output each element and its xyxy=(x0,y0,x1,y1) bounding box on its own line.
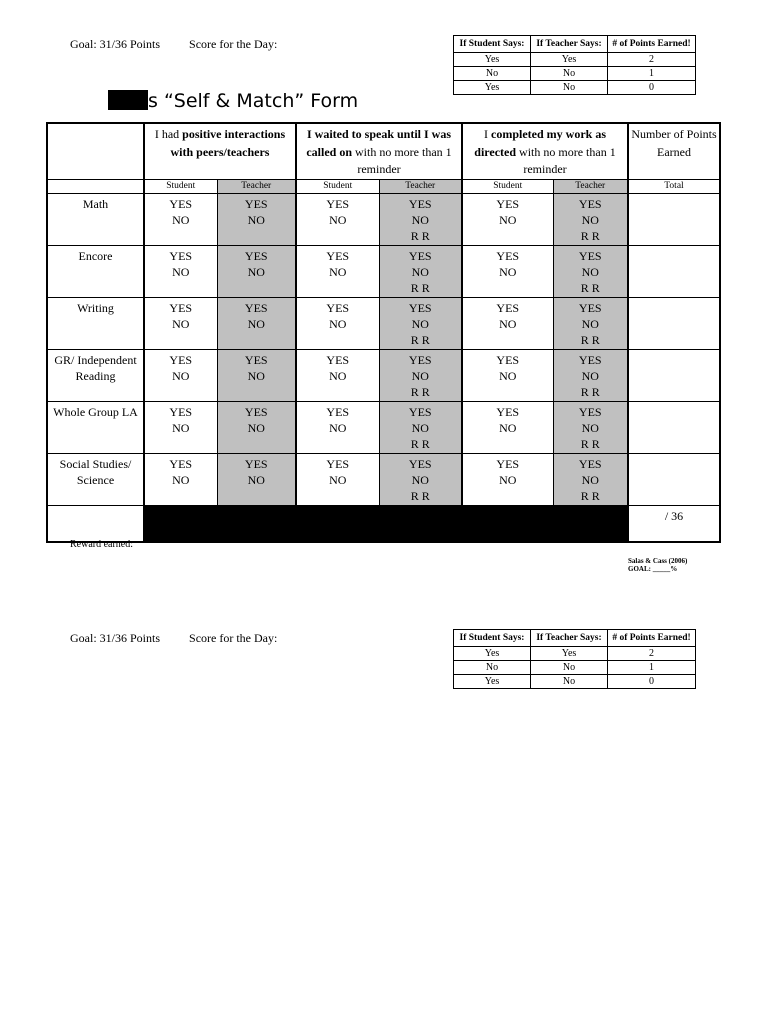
teacher-response-cell[interactable]: YES NO xyxy=(217,453,296,505)
subheader-blank xyxy=(47,179,144,193)
rules-cell: 2 xyxy=(608,53,696,67)
subject-label: Social Studies/ Science xyxy=(47,453,144,505)
header-positive-interactions: I had positive interactions with peers/teachers xyxy=(144,123,296,179)
subheader-teacher: Teacher xyxy=(553,179,628,193)
rules-cell: Yes xyxy=(454,675,531,689)
teacher-response-cell[interactable]: YES NO xyxy=(217,193,296,245)
student-response-cell[interactable]: YES NO xyxy=(462,245,553,297)
subject-row xyxy=(47,401,720,453)
header-blank-cell xyxy=(47,123,144,179)
subheader-total: Total xyxy=(628,179,720,193)
rules-cell: No xyxy=(531,67,608,81)
rules-cell: 1 xyxy=(608,67,696,81)
teacher-response-cell[interactable]: YES NO R R xyxy=(553,453,628,505)
rules-cell: Yes xyxy=(454,81,531,95)
student-response-cell[interactable]: YES NO xyxy=(144,453,217,505)
rules-cell: Yes xyxy=(531,647,608,661)
subject-label: Whole Group LA xyxy=(47,401,144,453)
goal-text: Goal: 31/36 Points xyxy=(70,631,161,645)
total-out-of-36[interactable]: / 36 xyxy=(628,505,720,542)
score-for-day-label: Score for the Day: xyxy=(189,631,278,645)
rules-cell: No xyxy=(531,661,608,675)
reward-earned-label: Reward earned: xyxy=(70,539,134,550)
student-response-cell[interactable]: YES NO xyxy=(462,453,553,505)
student-response-cell[interactable]: YES NO xyxy=(462,193,553,245)
student-response-cell[interactable]: YES NO xyxy=(296,401,379,453)
teacher-response-cell[interactable]: YES NO R R xyxy=(379,453,462,505)
teacher-response-cell[interactable]: YES NO R R xyxy=(553,401,628,453)
teacher-response-cell[interactable]: YES NO R R xyxy=(379,193,462,245)
teacher-response-cell[interactable]: YES NO R R xyxy=(553,245,628,297)
student-response-cell[interactable]: YES NO xyxy=(462,349,553,401)
student-response-cell[interactable]: YES NO xyxy=(296,245,379,297)
goal-line xyxy=(70,37,303,52)
rules-header-student: If Student Says: xyxy=(454,630,531,647)
teacher-response-cell[interactable]: YES NO xyxy=(217,349,296,401)
header-completed-work: I completed my work as directed with no more than 1 reminder xyxy=(462,123,628,179)
points-total-cell[interactable] xyxy=(628,401,720,453)
rules-cell: No xyxy=(531,675,608,689)
form-title xyxy=(108,90,358,112)
teacher-response-cell[interactable]: YES NO R R xyxy=(553,349,628,401)
points-total-cell[interactable] xyxy=(628,245,720,297)
total-row-blank xyxy=(47,505,144,542)
subheader-teacher: Teacher xyxy=(379,179,462,193)
rules-header-points: # of Points Earned! xyxy=(608,36,696,53)
teacher-response-cell[interactable]: YES NO xyxy=(217,401,296,453)
teacher-response-cell[interactable]: YES NO R R xyxy=(379,245,462,297)
total-row-blackout xyxy=(144,505,628,542)
rules-cell: 2 xyxy=(608,647,696,661)
redacted-name xyxy=(108,90,148,110)
student-response-cell[interactable]: YES NO xyxy=(296,297,379,349)
teacher-response-cell[interactable]: YES NO R R xyxy=(379,401,462,453)
score-for-day-label: Score for the Day: xyxy=(189,37,278,51)
subheader-teacher: Teacher xyxy=(217,179,296,193)
teacher-response-cell[interactable]: YES NO R R xyxy=(379,297,462,349)
subject-row xyxy=(47,245,720,297)
rules-cell: 0 xyxy=(608,81,696,95)
teacher-response-cell[interactable]: YES NO xyxy=(217,245,296,297)
form-title-text: s “Self & Match” Form xyxy=(148,90,359,112)
student-response-cell[interactable]: YES NO xyxy=(144,245,217,297)
student-response-cell[interactable]: YES NO xyxy=(462,297,553,349)
points-total-cell[interactable] xyxy=(628,349,720,401)
self-match-form-table xyxy=(46,122,721,543)
subject-row xyxy=(47,349,720,401)
subject-row xyxy=(47,193,720,245)
student-response-cell[interactable]: YES NO xyxy=(296,453,379,505)
rules-cell: 0 xyxy=(608,675,696,689)
subject-row xyxy=(47,453,720,505)
student-response-cell[interactable]: YES NO xyxy=(462,401,553,453)
teacher-response-cell[interactable]: YES NO R R xyxy=(553,193,628,245)
citation xyxy=(628,557,687,573)
citation-source: Salas & Cass (2006) xyxy=(628,557,688,565)
citation-goal: GOAL: _____% xyxy=(628,565,678,573)
subject-label: Math xyxy=(47,193,144,245)
subheader-student: Student xyxy=(144,179,217,193)
student-response-cell[interactable]: YES NO xyxy=(144,349,217,401)
rules-cell: No xyxy=(454,661,531,675)
points-rules-table-2 xyxy=(453,629,696,689)
rules-cell: No xyxy=(454,67,531,81)
student-response-cell[interactable]: YES NO xyxy=(144,297,217,349)
points-total-cell[interactable] xyxy=(628,193,720,245)
subject-label: Encore xyxy=(47,245,144,297)
subject-label: GR/ Independent Reading xyxy=(47,349,144,401)
rules-cell: 1 xyxy=(608,661,696,675)
student-response-cell[interactable]: YES NO xyxy=(296,349,379,401)
points-rules-table xyxy=(453,35,696,95)
header-waited-to-speak: I waited to speak until I was called on with no more than 1 reminder xyxy=(296,123,462,179)
rules-cell: Yes xyxy=(454,53,531,67)
student-response-cell[interactable]: YES NO xyxy=(296,193,379,245)
points-total-cell[interactable] xyxy=(628,453,720,505)
subject-row xyxy=(47,297,720,349)
rules-header-teacher: If Teacher Says: xyxy=(531,36,608,53)
rules-header-teacher: If Teacher Says: xyxy=(531,630,608,647)
teacher-response-cell[interactable]: YES NO R R xyxy=(553,297,628,349)
rules-header-points: # of Points Earned! xyxy=(608,630,696,647)
teacher-response-cell[interactable]: YES NO xyxy=(217,297,296,349)
header-points-earned: Number of Points Earned xyxy=(628,123,720,179)
rules-cell: No xyxy=(531,81,608,95)
teacher-response-cell[interactable]: YES NO R R xyxy=(379,349,462,401)
points-total-cell[interactable] xyxy=(628,297,720,349)
goal-line-2 xyxy=(70,631,303,646)
subject-label: Writing xyxy=(47,297,144,349)
subheader-student: Student xyxy=(462,179,553,193)
rules-header-student: If Student Says: xyxy=(454,36,531,53)
goal-text: Goal: 31/36 Points xyxy=(70,37,161,51)
subheader-student: Student xyxy=(296,179,379,193)
rules-cell: Yes xyxy=(531,53,608,67)
student-response-cell[interactable]: YES NO xyxy=(144,193,217,245)
student-response-cell[interactable]: YES NO xyxy=(144,401,217,453)
rules-cell: Yes xyxy=(454,647,531,661)
